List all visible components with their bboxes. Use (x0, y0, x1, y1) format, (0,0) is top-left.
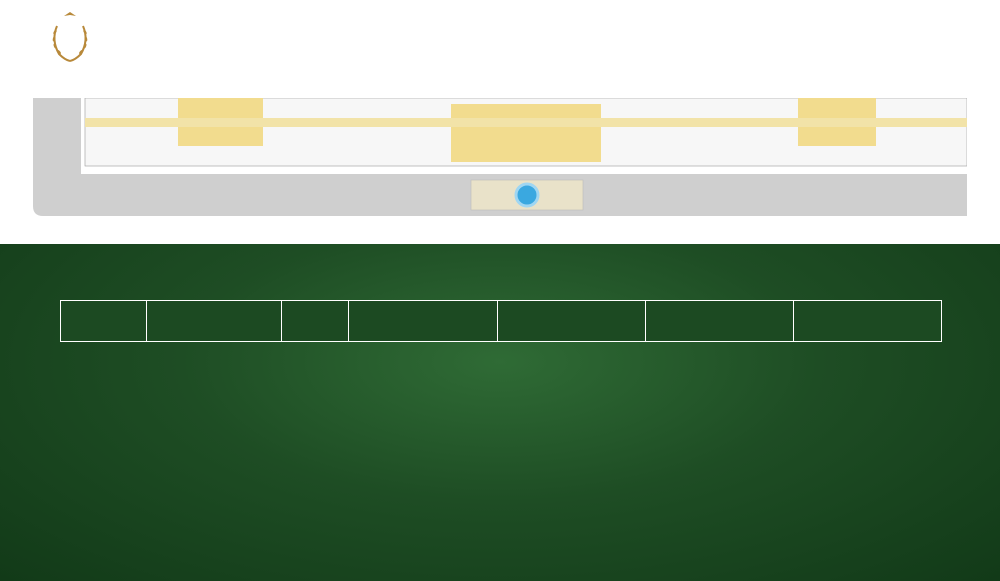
header-property-type (61, 301, 147, 342)
header-total-price (349, 301, 498, 342)
header-area (282, 301, 349, 342)
header-monthly-installments (646, 301, 794, 342)
header-possession (794, 301, 942, 342)
lobby-center (451, 104, 601, 162)
brand-logo (30, 6, 110, 96)
top-section (0, 0, 1000, 244)
header-category (147, 301, 282, 342)
laurel-wreath-icon (43, 8, 97, 66)
basement-plan (33, 98, 967, 218)
fountain-icon (516, 184, 538, 206)
pricing-table (60, 300, 942, 342)
table-header-row (61, 301, 942, 342)
header-down-payment (498, 301, 646, 342)
corridor (85, 118, 967, 127)
pricing-section (0, 244, 1000, 581)
